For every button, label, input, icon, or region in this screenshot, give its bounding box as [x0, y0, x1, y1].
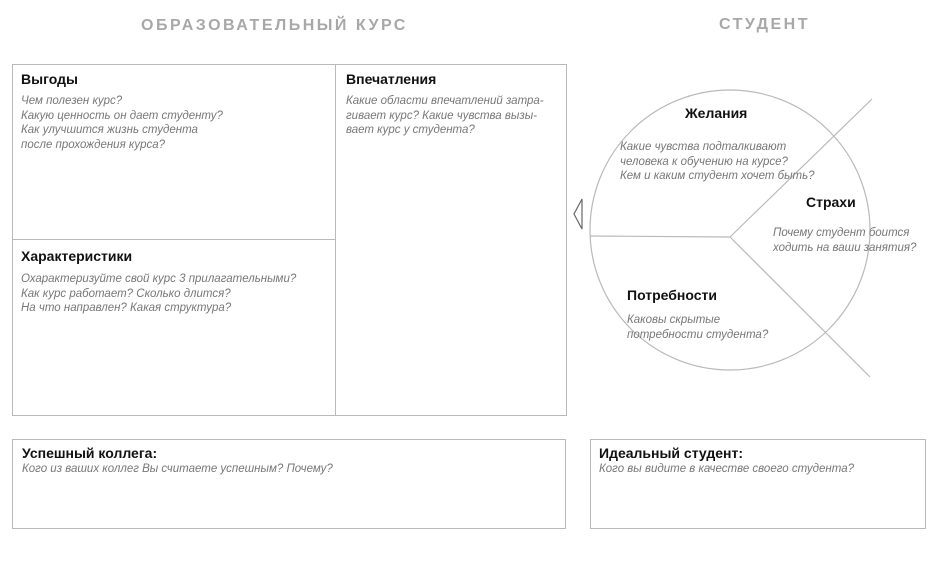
- needs-text: Каковы скрытые потребности студента?: [627, 314, 769, 341]
- student-section-title: СТУДЕНТ: [719, 16, 810, 33]
- colleague-text: Кого из ваших коллег Вы считаете успешным? Почему?: [22, 463, 333, 475]
- fears-text: Почему студент боится ходить на ваши занятия?: [773, 227, 917, 254]
- needs-title: Потребности: [627, 287, 717, 303]
- desires-text: Какие чувства подталкивают человека к обучению на курсе? Кем и каким студент хочет быть?: [620, 141, 815, 183]
- colleague-title: Успешный коллега:: [22, 445, 158, 461]
- characteristics-text: Охарактеризуйте свой курс 3 прилагательными? Как курс работает? Сколько длится? На что направлен? Какая структура?: [21, 273, 297, 315]
- segment-divider-left: [590, 236, 730, 237]
- impressions-title: Впечатления: [346, 71, 437, 87]
- impressions-text: Какие области впечатлений затра- гивает курс? Какие чувства вызы- вает курс у студента?: [346, 95, 544, 137]
- segment-divider-bottom-right: [730, 237, 870, 377]
- fears-title: Страхи: [806, 194, 856, 210]
- course-section-title: ОБРАЗОВАТЕЛЬНЫЙ КУРС: [141, 17, 408, 34]
- characteristics-title: Характеристики: [21, 248, 133, 264]
- benefits-text: Чем полезен курс? Какую ценность он дает студенту? Как улучшится жизнь студента после прохождения курса?: [21, 95, 223, 151]
- connector-arrow-icon: [574, 199, 582, 229]
- ideal-student-title: Идеальный студент:: [599, 445, 744, 461]
- desires-title: Желания: [685, 105, 748, 121]
- ideal-student-text: Кого вы видите в качестве своего студента?: [599, 463, 855, 475]
- benefits-title: Выгоды: [21, 71, 78, 87]
